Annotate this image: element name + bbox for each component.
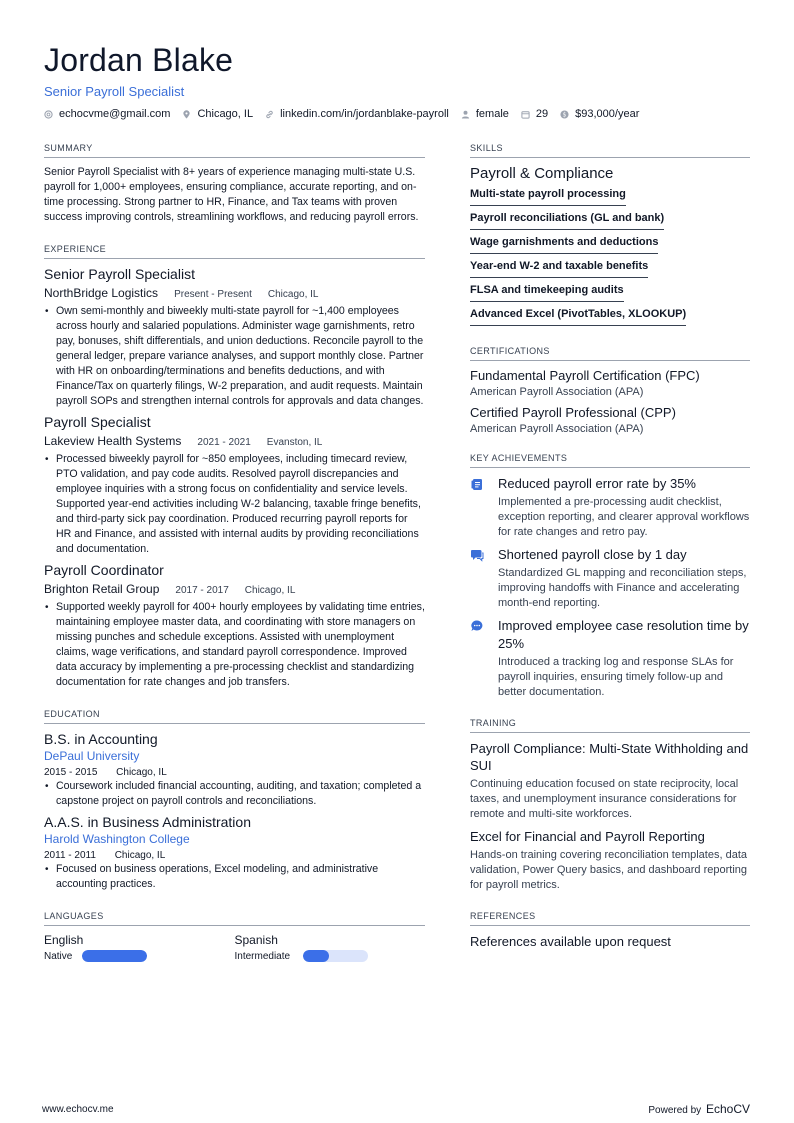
summary-heading: SUMMARY xyxy=(44,143,425,158)
skill-item: FLSA and timekeeping audits xyxy=(470,281,624,302)
skill-item: Multi-state payroll processing xyxy=(470,185,626,206)
education-section xyxy=(44,709,425,892)
education-entry xyxy=(44,731,425,809)
skill-row xyxy=(470,279,750,302)
language-item xyxy=(235,933,426,962)
achievement-item xyxy=(470,546,750,611)
certifications-heading: CERTIFICATIONS xyxy=(470,346,750,361)
achievement-item xyxy=(470,617,750,700)
job-company: NorthBridge Logistics xyxy=(44,286,159,300)
achievement-body xyxy=(498,617,750,700)
powered-by-label: Powered by xyxy=(648,1105,702,1116)
edu-bullets xyxy=(44,779,425,809)
references-text: References available upon request xyxy=(470,934,671,949)
cert-org: American Payroll Association (APA) xyxy=(470,423,644,435)
contact-email-text: echocvme@gmail.com xyxy=(59,108,171,120)
job-bullet: • Supported weekly payroll for 400+ hourly employees by validating time entries, maintaining employee master data, and coordinating with store managers on missing punches and schedule exceptions. Assisted with unemployment claims, wage verifications, and standard payroll correspondence. Improved data accuracy by implementing a pre-processing checklist and standardizing documentation for rate changes and job transfers. xyxy=(44,600,425,690)
job-title: Senior Payroll Specialist xyxy=(44,266,195,282)
svg-text:$: $ xyxy=(562,112,567,119)
job-meta xyxy=(44,582,425,596)
language-bar xyxy=(82,950,147,962)
edu-location: Chicago, IL xyxy=(116,767,167,778)
contact-location xyxy=(182,108,253,120)
achievements-heading: KEY ACHIEVEMENTS xyxy=(470,453,750,468)
training-title: Excel for Financial and Payroll Reporting xyxy=(470,829,705,844)
footer-powered-by[interactable] xyxy=(648,1102,750,1116)
edu-bullets xyxy=(44,862,425,892)
contact-linkedin[interactable] xyxy=(265,108,449,120)
contact-salary-text: $93,000/year xyxy=(575,108,640,120)
language-name: Spanish xyxy=(234,933,278,947)
job-title: Payroll Coordinator xyxy=(44,562,164,578)
edu-dates: 2011 - 2011 xyxy=(44,850,96,861)
language-level-row xyxy=(44,950,235,962)
edu-bullet: • Coursework included financial accounting, auditing, and taxation; completed a capstone project on payroll controls and reconciliations. xyxy=(44,779,425,809)
achievement-title: Improved employee case resolution time by 25% xyxy=(498,618,749,651)
achievement-desc: Implemented a pre-processing audit checklist, exception reporting, and clearer approval workflows for rate changes and retro pay. xyxy=(498,496,750,538)
languages-section xyxy=(44,911,425,962)
skills-section xyxy=(470,143,750,326)
job-meta xyxy=(44,434,425,448)
contact-age xyxy=(521,108,548,120)
cert-name: Fundamental Payroll Certification (FPC) xyxy=(470,368,700,383)
language-bar-fill xyxy=(82,950,147,962)
job-dates: 2017 - 2017 xyxy=(175,585,229,596)
location-pin-icon xyxy=(182,110,191,119)
languages-heading: LANGUAGES xyxy=(44,911,425,926)
edu-dates: 2015 - 2015 xyxy=(44,767,98,778)
edu-degree: A.A.S. in Business Administration xyxy=(44,814,251,830)
language-level-row xyxy=(235,950,426,962)
job-entry xyxy=(44,266,425,409)
job-bullet: • Processed biweekly payroll for ~850 employees, including timecard review, PTO validation, and pay code audits. Resolved payroll discrepancies and employee inquiries with a strong focus on confidentiality and service levels. Supported year-end activities including W-2 balancing, taxable fringe benefits, and third-party sick pay coordination. Produced recurring payroll reports for HR and Finance, and assisted with internal audits by providing reconciliations and documentation. xyxy=(44,452,425,557)
language-level: Native xyxy=(44,950,73,962)
skill-item: Advanced Excel (PivotTables, XLOOKUP) xyxy=(470,305,686,326)
job-dates: Present - Present xyxy=(174,289,252,300)
job-bullets xyxy=(44,304,425,409)
skill-row xyxy=(470,231,750,254)
job-location: Chicago, IL xyxy=(244,585,296,596)
skill-item: Year-end W-2 and taxable benefits xyxy=(470,257,648,278)
candidate-name: Jordan Blake xyxy=(44,42,234,78)
job-meta xyxy=(44,286,425,300)
job-company: Lakeview Health Systems xyxy=(44,434,182,448)
job-bullets xyxy=(44,452,425,557)
language-bar xyxy=(303,950,368,962)
skill-row xyxy=(470,183,750,206)
contact-salary xyxy=(560,108,639,120)
experience-section xyxy=(44,244,425,690)
message-icon xyxy=(470,619,484,633)
skill-item: Wage garnishments and deductions xyxy=(470,233,658,254)
edu-bullet: • Focused on business operations, Excel modeling, and administrative accounting practices. xyxy=(44,862,425,892)
brand-name: EchoCV xyxy=(705,1102,750,1116)
edu-school: DePaul University xyxy=(44,749,140,763)
cert-org: American Payroll Association (APA) xyxy=(470,386,644,398)
certifications-section xyxy=(470,346,750,435)
edu-meta xyxy=(44,850,425,861)
achievements-section xyxy=(470,453,750,700)
link-icon xyxy=(265,110,274,119)
edu-school: Harold Washington College xyxy=(44,832,190,846)
job-location: Chicago, IL xyxy=(267,289,319,300)
achievement-title: Shortened payroll close by 1 day xyxy=(498,547,687,562)
contact-gender xyxy=(461,108,509,120)
contact-linkedin-text: linkedin.com/in/jordanblake-payroll xyxy=(280,108,449,120)
clipboard-icon xyxy=(470,477,484,491)
job-bullet: • Own semi-monthly and biweekly multi-state payroll for ~1,400 employees across hourly and salaried populations. Administer wage garnishments, retro pay, bonuses, shift differentials, and union deductions. Reconcile payroll to the general ledger, prepare variance analyses, and support monthly close. Partner with HR on onboarding/terminations and benefits deductions, and with Finance/Tax on quarterly filings, W-2 preparation, and audit requests. Maintain payroll SOPs and strengthen internal controls for approvals and data changes. xyxy=(44,304,425,409)
skill-row xyxy=(470,255,750,278)
salary-icon xyxy=(560,110,569,119)
training-title: Payroll Compliance: Multi-State Withholding and SUI xyxy=(470,741,749,773)
edu-location: Chicago, IL xyxy=(114,850,166,861)
chat-icon xyxy=(470,548,484,562)
job-location: Evanston, IL xyxy=(266,437,323,448)
job-title: Payroll Specialist xyxy=(44,414,151,430)
language-bar-fill xyxy=(303,950,329,962)
contact-location-text: Chicago, IL xyxy=(197,108,254,120)
job-dates: 2021 - 2021 xyxy=(197,437,251,448)
job-entry xyxy=(44,562,425,690)
achievement-desc: Standardized GL mapping and reconciliation steps, improving handoffs with Finance and accelerating month-end reporting. xyxy=(498,567,747,609)
language-level: Intermediate xyxy=(234,950,291,962)
languages-list xyxy=(44,933,425,962)
email-icon xyxy=(44,110,53,119)
contact-bar xyxy=(44,108,651,120)
education-entry xyxy=(44,814,425,892)
contact-email[interactable] xyxy=(44,108,170,120)
left-column xyxy=(44,143,425,962)
skills-heading: SKILLS xyxy=(470,143,750,158)
job-company: Brighton Retail Group xyxy=(44,582,160,596)
references-heading: REFERENCES xyxy=(470,911,750,926)
contact-gender-text: female xyxy=(475,108,509,120)
summary-text: Senior Payroll Specialist with 8+ years of experience managing multi-state U.S. payroll for 1,000+ employees, ensuring compliance, accurate reporting, and on-time processing. Strong partner to HR, Finance, and Tax teams with proven success improving controls, streamlining workflows, and reducing payroll errors. xyxy=(44,166,419,223)
achievement-body xyxy=(498,475,750,540)
experience-heading: EXPERIENCE xyxy=(44,244,425,259)
person-icon xyxy=(461,110,470,119)
edu-meta xyxy=(44,767,425,778)
footer-site-link[interactable]: www.echocv.me xyxy=(42,1104,114,1115)
skill-row xyxy=(470,303,750,326)
achievement-desc: Introduced a tracking log and response SLAs for payroll inquiries, ensuring timely follow-up and better documentation. xyxy=(498,656,734,698)
skill-row xyxy=(470,207,750,230)
education-heading: EDUCATION xyxy=(44,709,425,724)
edu-degree: B.S. in Accounting xyxy=(44,731,158,747)
training-desc: Continuing education focused on state reciprocity, local taxes, and unemployment insurance considerations for remote and multi-site workforces. xyxy=(470,778,739,820)
achievement-title: Reduced payroll error rate by 35% xyxy=(498,476,696,491)
language-name: English xyxy=(44,933,84,947)
candidate-role: Senior Payroll Specialist xyxy=(44,84,185,99)
cert-name: Certified Payroll Professional (CPP) xyxy=(470,405,676,420)
training-section xyxy=(470,718,750,893)
references-section xyxy=(470,911,750,950)
language-item xyxy=(44,933,235,962)
achievement-body xyxy=(498,546,750,611)
job-bullets xyxy=(44,600,425,690)
contact-age-text: 29 xyxy=(535,108,549,120)
achievement-item xyxy=(470,475,750,540)
training-desc: Hands-on training covering reconciliation templates, data validation, Power Query basics, and dashboard reporting for payroll metrics. xyxy=(470,849,747,891)
right-column xyxy=(470,143,750,950)
training-heading: TRAINING xyxy=(470,718,750,733)
job-entry xyxy=(44,414,425,557)
calendar-icon xyxy=(521,110,530,119)
summary-section xyxy=(44,143,425,225)
skill-group-title: Payroll & Compliance xyxy=(470,165,614,182)
skill-item: Payroll reconciliations (GL and bank) xyxy=(470,209,664,230)
